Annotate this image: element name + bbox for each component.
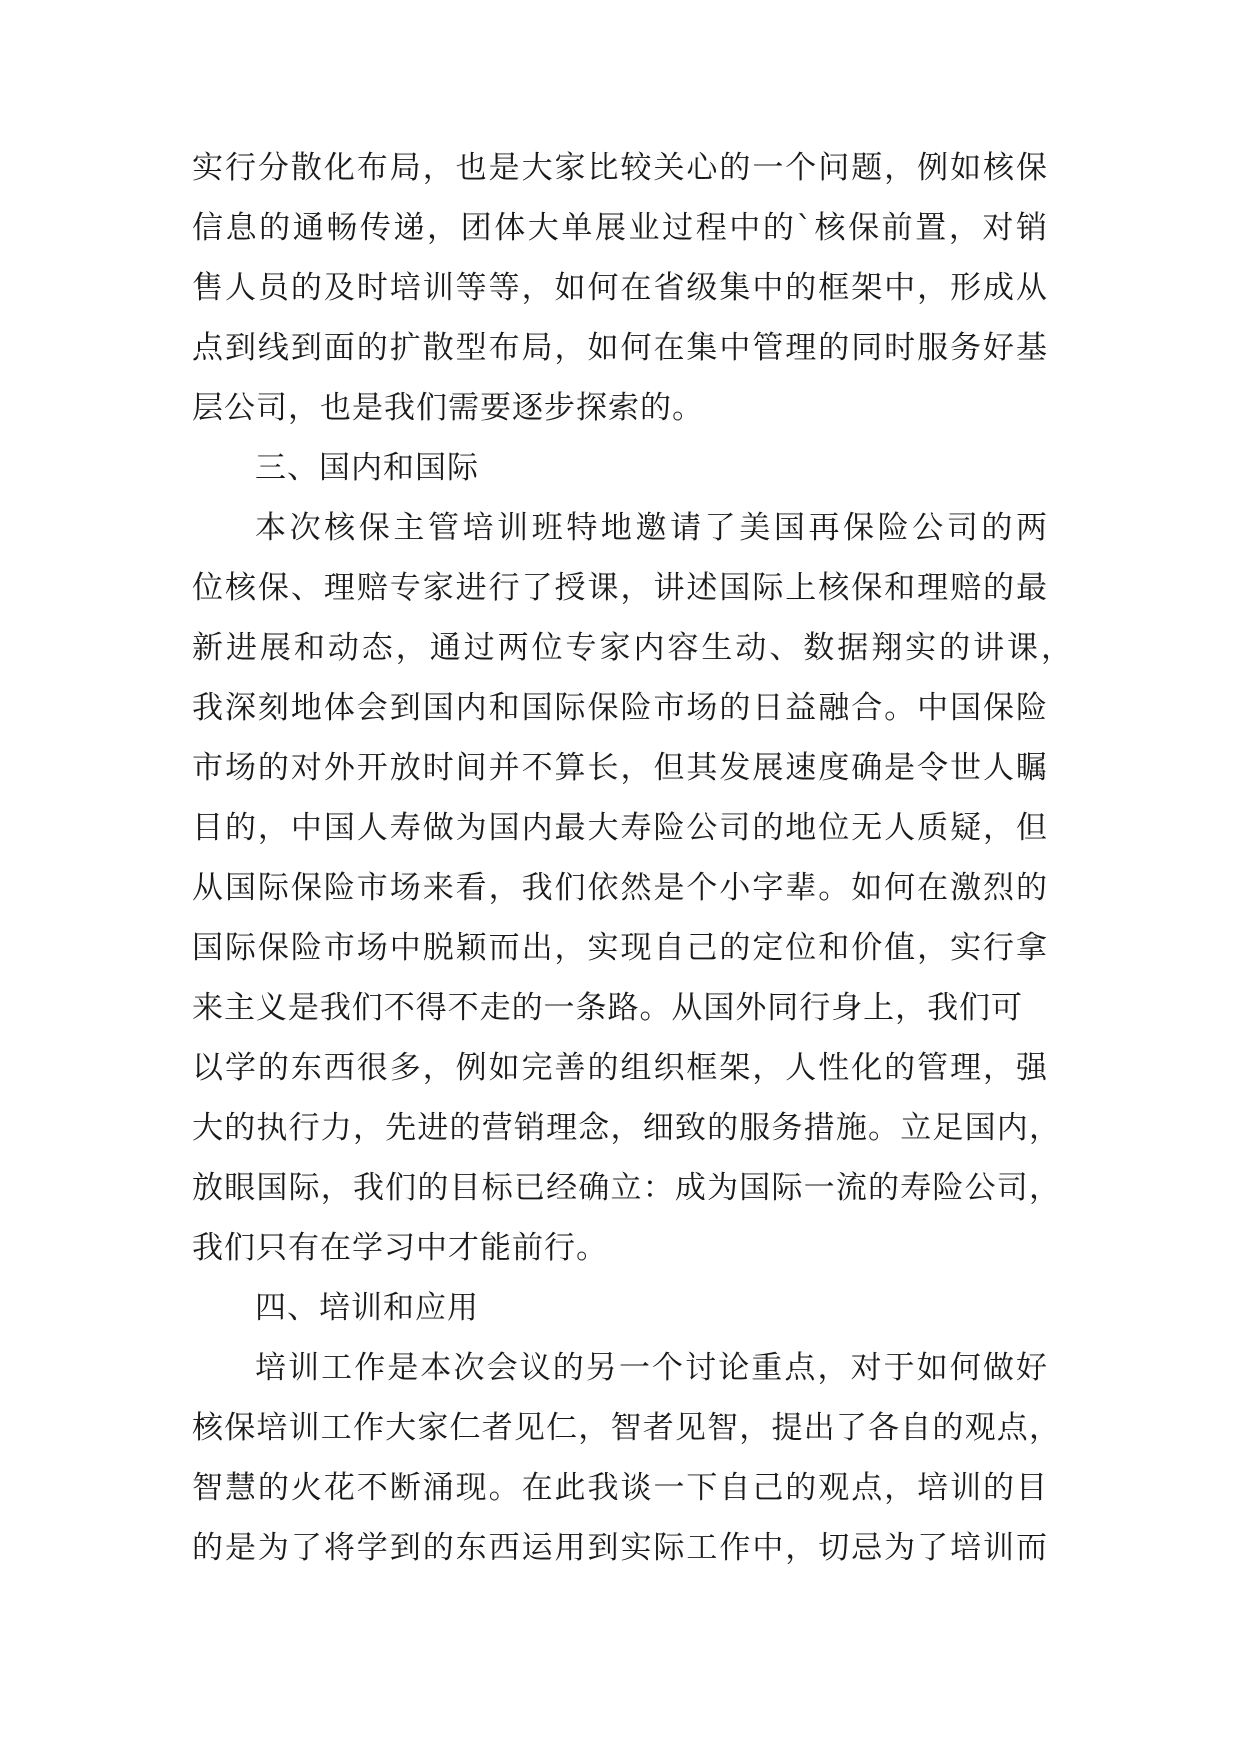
text-line: 信息的通畅传递，团体大单展业过程中的`核保前置，对销 <box>192 210 1047 246</box>
paragraph-first-line: 本次核保主管培训班特地邀请了美国再保险公司的两 <box>255 510 1047 546</box>
paragraph-first-line: 培训工作是本次会议的另一个讨论重点，对于如何做好 <box>255 1350 1047 1386</box>
text-line: 点到线到面的扩散型布局，如何在集中管理的同时服务好基 <box>192 330 1047 366</box>
text-line: 以学的东西很多，例如完善的组织框架，人性化的管理，强 <box>192 1050 1047 1086</box>
text-line: 国际保险市场中脱颖而出，实现自己的定位和价值，实行拿 <box>192 930 1047 966</box>
text-line: 智慧的火花不断涌现。在此我谈一下自己的观点，培训的目 <box>192 1470 1047 1506</box>
text-line: 我们只有在学习中才能前行。 <box>192 1230 608 1266</box>
text-line: 核保培训工作大家仁者见仁，智者见智，提出了各自的观点， <box>192 1410 1060 1446</box>
text-line: 目的，中国人寿做为国内最大寿险公司的地位无人质疑，但 <box>192 810 1047 846</box>
text-line: 从国际保险市场来看，我们依然是个小字辈。如何在激烈的 <box>192 870 1047 906</box>
text-line: 我深刻地体会到国内和国际保险市场的日益融合。中国保险 <box>192 690 1047 726</box>
text-line: 层公司，也是我们需要逐步探索的。 <box>192 390 704 426</box>
text-line: 大的执行力，先进的营销理念，细致的服务措施。立足国内， <box>192 1110 1060 1146</box>
text-line: 位核保、理赔专家进行了授课，讲述国际上核保和理赔的最 <box>192 570 1047 606</box>
section-heading: 三、国内和国际 <box>255 450 479 486</box>
section-heading: 四、培训和应用 <box>255 1290 479 1326</box>
text-line: 放眼国际，我们的目标已经确立：成为国际一流的寿险公司， <box>192 1170 1060 1206</box>
text-line: 的是为了将学到的东西运用到实际工作中，切忌为了培训而 <box>192 1530 1047 1566</box>
text-line: 新进展和动态，通过两位专家内容生动、数据翔实的讲课， <box>192 630 1072 666</box>
text-line: 售人员的及时培训等等，如何在省级集中的框架中，形成从 <box>192 270 1047 306</box>
text-line: 来主义是我们不得不走的一条路。从国外同行身上，我们可 <box>192 990 1022 1026</box>
text-line: 市场的对外开放时间并不算长，但其发展速度确是令世人瞩 <box>192 750 1047 786</box>
text-line: 实行分散化布局，也是大家比较关心的一个问题，例如核保 <box>192 150 1047 186</box>
